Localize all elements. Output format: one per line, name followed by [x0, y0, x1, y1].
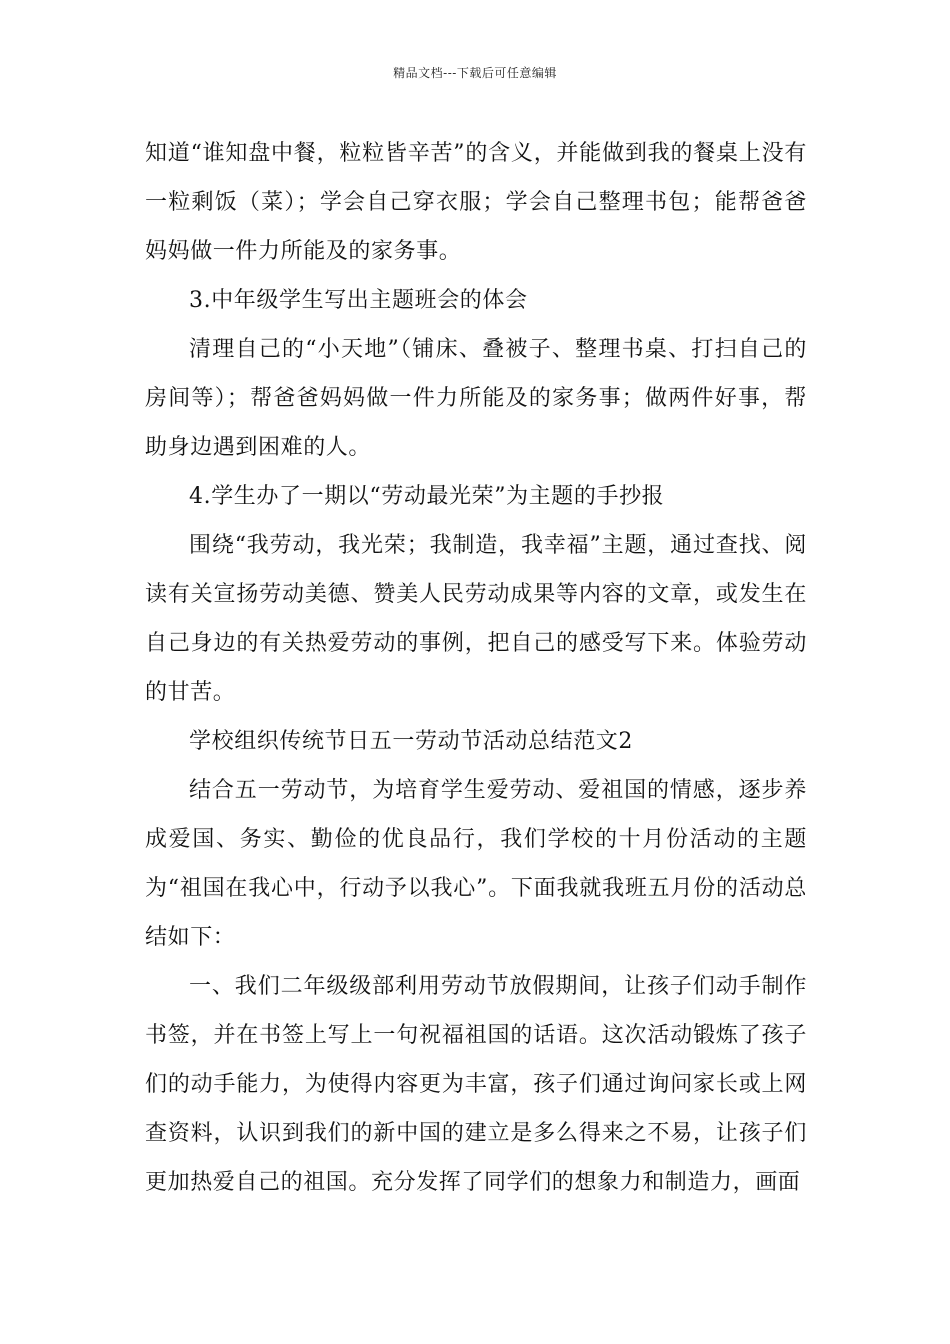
document-body: [145, 129, 807, 1207]
item-heading-4: 4.学生办了一期以“劳动最光荣”为主题的手抄报: [189, 484, 665, 509]
paragraph-2: 清理自己的“小天地”（铺床、叠被子、整理书桌、打扫自己的房间等）；帮爸爸妈妈做一件力所能及的家务事；做两件好事，帮助身边遇到困难的人。: [145, 337, 807, 460]
page-header: 精品文档---下载后可任意编辑: [393, 66, 557, 80]
item-heading-3: 3.中年级学生写出主题班会的体会: [189, 288, 528, 313]
section-title: 学校组织传统节日五一劳动节活动总结范文2: [189, 729, 633, 754]
paragraph-5: 一、我们二年级级部利用劳动节放假期间，让孩子们动手制作书签，并在书签上写上一句祝福祖国的话语。这次活动锻炼了孩子们的动手能力，为使得内容更为丰富，孩子们通过询问家长或上网查资料，认识到我们的新中国的建立是多么得来之不易，让孩子们更加热爱自己的祖国。充分发挥了同学们的想象力和制造力，画面: [145, 974, 807, 1195]
paragraph-1: 知道“谁知盘中餐，粒粒皆辛苦”的含义，并能做到我的餐桌上没有一粒剩饭（菜）；学会自己穿衣服；学会自己整理书包；能帮爸爸妈妈做一件力所能及的家务事。: [145, 141, 807, 264]
paragraph-4: 结合五一劳动节，为培育学生爱劳动、爱祖国的情感，逐步养成爱国、务实、勤俭的优良品行，我们学校的十月份活动的主题为“祖国在我心中，行动予以我心”。下面我就我班五月份的活动总结如下：: [145, 778, 807, 950]
paragraph-3: 围绕“我劳动，我光荣；我制造，我幸福”主题，通过查找、阅读有关宣扬劳动美德、赞美人民劳动成果等内容的文章，或发生在自己身边的有关热爱劳动的事例，把自己的感受写下来。体验劳动的甘苦。: [145, 533, 807, 705]
